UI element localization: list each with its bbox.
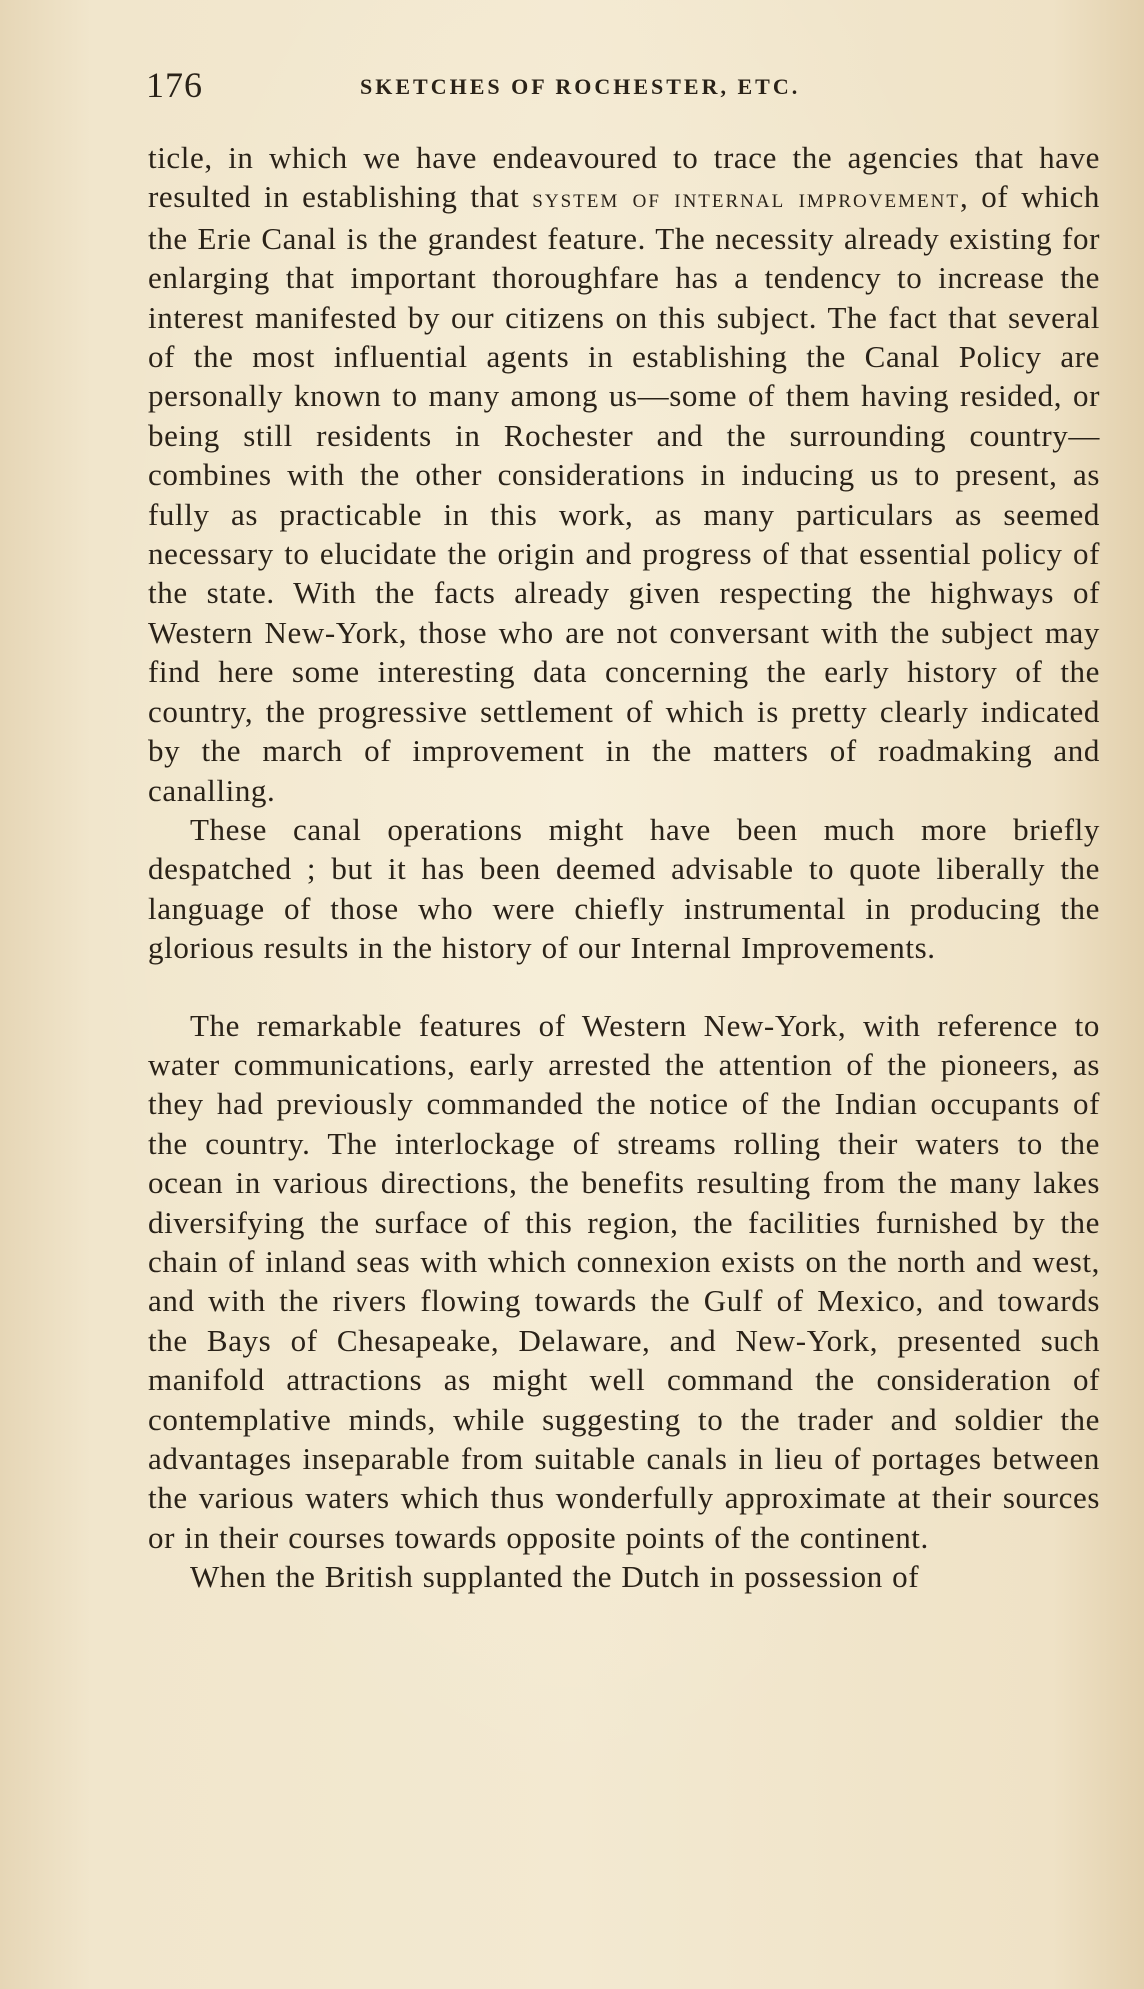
paragraph-text: ticle, in which we have endeavoured to trace the agencies that have resulted in establishing that [148, 140, 1100, 215]
paragraph-canal-operations: These canal operations might have been much more briefly despatched ; but it has been deemed advisable to quote liberally the language of those who were chiefly instrumental in producing the glorious results in the history of our Internal Improvements. [148, 811, 1100, 966]
page-number: 176 [146, 65, 203, 105]
paragraph-water-communications: The remarkable features of Western New-York, with reference to water communications, early arrested the attention of the pioneers, as they had previously commanded the notice of the Indian occupants of the country. The interlockage of streams rolling their waters to the ocean in various directions, the benefits resulting from the many lakes diversifying the surface of this region, the facilities furnished by the chain of inland seas with which connexion exists on the north and west, and with the rivers flowing towards the Gulf of Mexico, and towards the Bays of Chesapeake, Delaware, and New-York, presented such manifold attractions as might well command the consideration of contemplative minds, while suggesting to the trader and soldier the advantages inseparable from suitable canals in lieu of portages between the various waters which thus wonderfully approximate at their sources or in their courses towards opposite points of the continent. [148, 1007, 1100, 1555]
body-text [148, 138, 1100, 1597]
running-head: SKETCHES OF ROCHESTER, ETC. [360, 74, 801, 99]
small-caps-phrase: system of internal improvement [532, 183, 960, 214]
paragraph-british-dutch: When the British supplanted the Dutch in possession of [190, 1559, 920, 1595]
paragraph-continued [148, 138, 1100, 810]
paragraph-text: , of which the Erie Canal is the grandest feature. The necessity already existing for enlarging that important thoroughfare has a tendency to increase the interest manifested by our citizens on this subject. The fact that several of the most influential agents in establishing the Canal Policy are personally known to many among us—some of them having resided, or being still residents in Rochester and the surrounding country—combines with the other considerations in inducing us to present, as fully as practicable in this work, as many particulars as seemed necessary to elucidate the origin and progress of that essential policy of the state. With the facts already given respecting the highways of Western New-York, those who are not conversant with the subject may find here some interesting data concerning the early history of the country, the progressive settlement of which is pretty clearly indicated by the march of improvement in the matters of roadmaking and canalling. [148, 179, 1100, 808]
page-header [146, 64, 1026, 114]
